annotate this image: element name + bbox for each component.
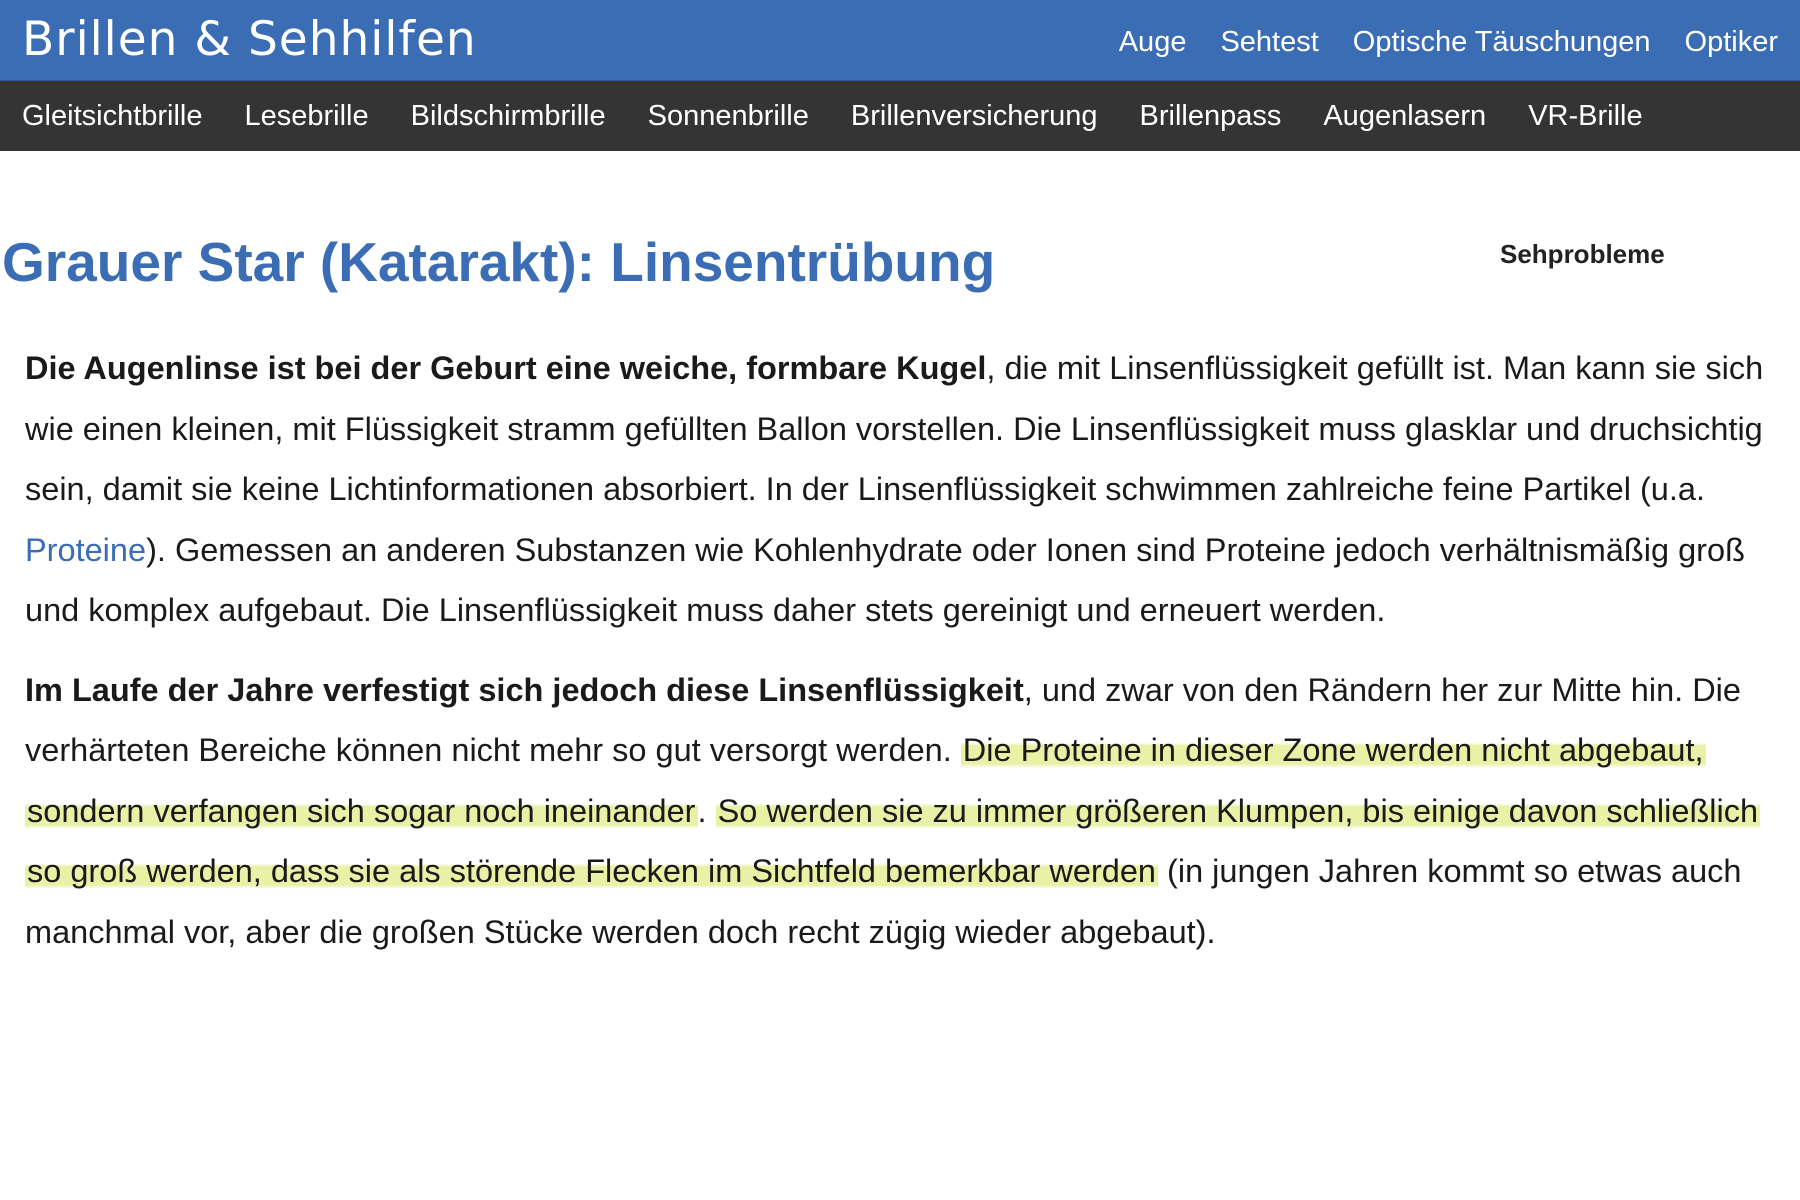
- paragraph-1-text-a: , die mit Linsenflüssigkeit gefüllt ist. Man kann sie sich wie einen kleinen, mit Flüssigkeit stramm gefüllten Ballon vorstellen. Die Linsenflüssigkeit muss glasklar und druchsichtig sein, damit sie keine Lichtinformationen absorbiert. In der Linsenflüssigkeit schwimmen zahlreiche feine Partikel (u.a.: [25, 350, 1764, 507]
- top-nav-auge[interactable]: Auge: [1118, 26, 1187, 58]
- subnav-brillenversicherung[interactable]: Brillenversicherung: [850, 100, 1098, 132]
- paragraph-2: [25, 660, 1785, 963]
- top-nav: [1119, 22, 1778, 62]
- highlighted-text-2: So werden sie zu immer größeren Klumpen, bis einige davon schließlich so groß werden, dass sie als störende Flecken im Sichtfeld bemerkbar werden: [27, 792, 1759, 889]
- subnav-brillenpass[interactable]: Brillenpass: [1139, 100, 1282, 132]
- paragraph-2-lead: Im Laufe der Jahre verfestigt sich jedoch diese Linsenflüssigkeit: [25, 671, 1024, 708]
- paragraph-2-text-b: .: [697, 792, 716, 829]
- subnav-augenlasern[interactable]: Augenlasern: [1323, 100, 1487, 132]
- paragraph-1-lead: Die Augenlinse ist bei der Geburt eine weiche, formbare Kugel: [25, 350, 987, 386]
- site-title[interactable]: Brillen & Sehhilfen: [22, 12, 477, 67]
- subnav-gleitsichtbrille[interactable]: Gleitsichtbrille: [22, 100, 203, 132]
- subnav-vr-brille[interactable]: VR-Brille: [1528, 100, 1643, 132]
- site-header: [0, 0, 1800, 81]
- highlighted-text-1: Die Proteine in dieser Zone werden nicht abgebaut, sondern verfangen sich sogar noch ineinander: [27, 732, 1704, 829]
- proteine-link[interactable]: Proteine: [25, 531, 147, 568]
- paragraph-2-text-a: , und zwar von den Rändern her zur Mitte hin. Die verhärteten Bereiche können nicht mehr so gut versorgt werden.: [25, 671, 1741, 768]
- subnav-bildschirmbrille[interactable]: Bildschirmbrille: [410, 100, 606, 132]
- subnav-sonnenbrille[interactable]: Sonnenbrille: [647, 100, 809, 132]
- subnav-lesebrille[interactable]: Lesebrille: [244, 100, 369, 132]
- top-nav-optische-taeuschungen[interactable]: Optische Täuschungen: [1352, 26, 1651, 58]
- paragraph-1-text-b: ). Gemessen an anderen Substanzen wie Kohlenhydrate oder Ionen sind Proteine jedoch verhältnismäßig groß und komplex aufgebaut. Die Linsenflüssigkeit muss daher stets gereinigt und erneuert werden.: [25, 531, 1745, 628]
- page-title: Grauer Star (Katarakt): Linsentrübung: [2, 231, 996, 293]
- article-body: [25, 338, 1785, 981]
- paragraph-1: [25, 338, 1785, 641]
- category-link-sehprobleme[interactable]: Sehprobleme: [1500, 239, 1665, 269]
- paragraph-2-text-c: (in jungen Jahren kommt so etwas auch manchmal vor, aber die großen Stücke werden doch recht zügig wieder abgebaut).: [25, 853, 1742, 950]
- top-nav-sehtest[interactable]: Sehtest: [1220, 26, 1319, 58]
- top-nav-optiker[interactable]: Optiker: [1684, 26, 1778, 58]
- category-nav: [0, 81, 1800, 151]
